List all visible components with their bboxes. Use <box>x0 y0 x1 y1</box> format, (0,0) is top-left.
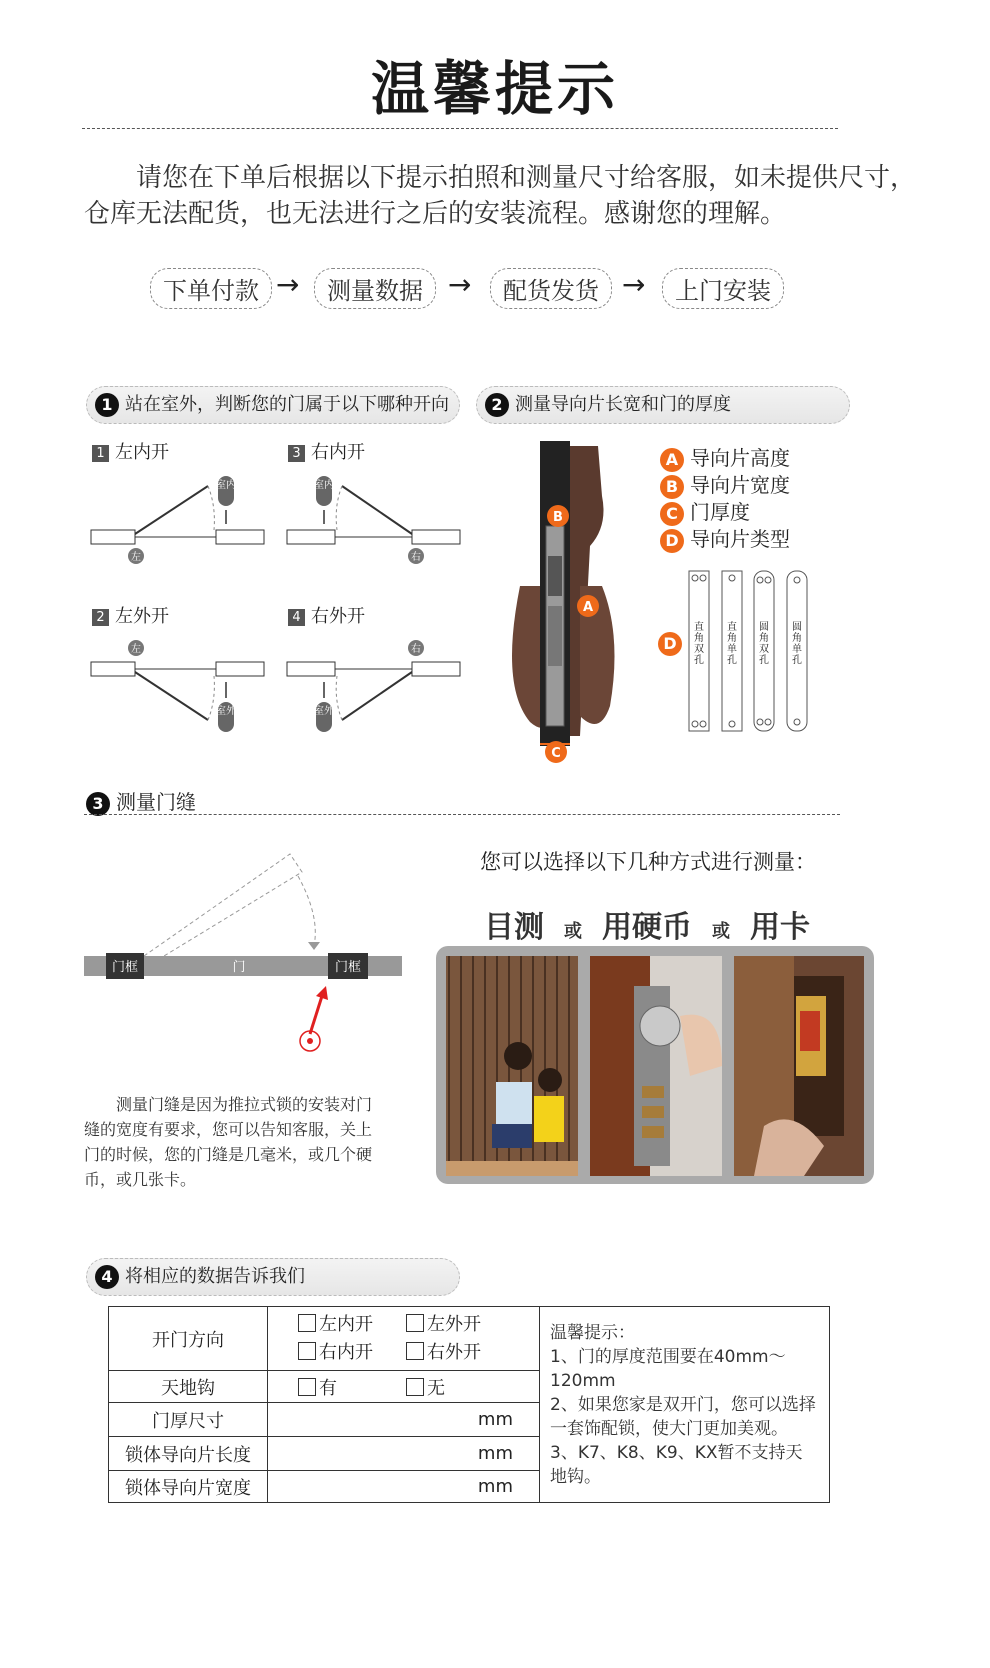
unit-label: mm <box>477 1476 513 1497</box>
page-title: 温馨提示 <box>370 55 619 123</box>
legend-c: C 门厚度 <box>660 496 750 526</box>
section-2-label: 测量导向片长宽和门的厚度 <box>515 394 731 415</box>
method-visual: 目测 <box>484 910 544 945</box>
notes-title: 温馨提示： <box>550 1322 635 1343</box>
legend-d: D 导向片类型 <box>660 523 790 553</box>
lock-illustration <box>490 436 630 766</box>
section-3-label: 测量门缝 <box>116 790 196 814</box>
door-diagram-right-inward <box>282 466 472 576</box>
section-3-header <box>86 786 196 816</box>
row-label: 锁体导向片长度 <box>109 1437 268 1471</box>
step-ship: 配货发货 <box>490 268 612 309</box>
divider <box>84 814 840 815</box>
row-label: 锁体导向片宽度 <box>109 1471 268 1503</box>
svg-text:B: B <box>553 510 563 525</box>
plate-width-field[interactable] <box>268 1471 540 1503</box>
open-type-right-inward: 3 右内开 <box>288 438 365 464</box>
row-label: 门厚尺寸 <box>109 1403 268 1437</box>
plate-type-2: 直角单孔 <box>727 622 737 666</box>
arrow-icon: → <box>276 268 300 301</box>
checkbox[interactable] <box>298 1342 316 1360</box>
open-type-left-inward: 1 左内开 <box>92 438 169 464</box>
svg-text:室外: 室外 <box>314 706 334 717</box>
door-diagram-right-outward <box>282 634 472 744</box>
checkbox[interactable] <box>406 1314 424 1332</box>
unit-label: mm <box>477 1443 513 1464</box>
section-4-number: 4 <box>95 1265 119 1289</box>
svg-text:A: A <box>582 600 594 615</box>
door-thickness-field[interactable] <box>268 1403 540 1437</box>
option-left-outward[interactable]: 左外开 <box>406 1314 481 1335</box>
note-3: 3、K7、K8、K9、KX暂不支持天地钩。 <box>550 1442 803 1487</box>
door-diagram-left-outward <box>86 634 276 744</box>
svg-text:室内: 室内 <box>216 480 236 491</box>
plate-length-field[interactable] <box>268 1437 540 1471</box>
section-4-header <box>86 1258 460 1296</box>
svg-text:门框: 门框 <box>334 960 362 975</box>
arrow-icon: → <box>622 268 646 301</box>
divider <box>82 128 838 129</box>
open-type-left-outward: 2 左外开 <box>92 602 169 628</box>
plate-type-3: 圆角双孔 <box>759 622 769 666</box>
photo-children-door <box>446 956 578 1176</box>
table-row <box>109 1307 830 1371</box>
section-4-label: 将相应的数据告诉我们 <box>125 1266 305 1287</box>
legend-a: A 导向片高度 <box>660 442 790 472</box>
svg-text:左: 左 <box>131 644 141 655</box>
note-2: 2、如果您家是双开门，您可以选择一套饰配锁，使大门更加美观。 <box>550 1394 816 1439</box>
checkbox[interactable] <box>298 1314 316 1332</box>
svg-text:右: 右 <box>411 552 421 563</box>
plate-type-1: 直角双孔 <box>694 622 704 666</box>
svg-text:门框: 门框 <box>111 960 139 975</box>
direction-options <box>268 1307 540 1371</box>
legend-b: B 导向片宽度 <box>660 469 790 499</box>
section-1-number: 1 <box>95 393 119 417</box>
open-type-right-outward: 4 右外开 <box>288 602 365 628</box>
hook-options <box>268 1371 540 1403</box>
section-3-number: 3 <box>86 792 110 816</box>
option-right-outward[interactable]: 右外开 <box>406 1342 481 1363</box>
svg-text:门: 门 <box>232 960 246 975</box>
row-label: 天地钩 <box>109 1371 268 1403</box>
svg-text:室外: 室外 <box>216 706 236 717</box>
plate-d-marker: D <box>658 632 688 656</box>
or-label: 或 <box>564 921 582 942</box>
note-1: 1、门的厚度范围要在40mm～120mm <box>550 1346 786 1391</box>
option-right-inward[interactable]: 右内开 <box>298 1339 406 1367</box>
intro-text: 请您在下单后根据以下提示拍照和测量尺寸给客服，如未提供尺寸，仓库无法配货，也无法进行之后的安装流程。感谢您的理解。 <box>84 163 917 229</box>
option-left-inward[interactable]: 左内开 <box>298 1311 406 1339</box>
or-label: 或 <box>712 921 730 942</box>
option-yes[interactable]: 有 <box>298 1374 406 1400</box>
svg-text:室内: 室内 <box>314 480 334 491</box>
info-table <box>108 1306 830 1503</box>
methods-list <box>484 902 810 946</box>
step-pay: 下单付款 <box>150 268 272 309</box>
checkbox[interactable] <box>406 1342 424 1360</box>
step-install: 上门安装 <box>662 268 784 309</box>
svg-text:C: C <box>551 746 561 761</box>
gap-explanation: 测量门缝是因为推拉式锁的安装对门缝的宽度有要求，您可以告知客服，关上门的时候，您的门缝是几毫米，或几个硬币，或几张卡。 <box>84 1095 373 1189</box>
svg-text:右: 右 <box>411 644 421 655</box>
arrow-icon: → <box>448 268 472 301</box>
unit-label: mm <box>477 1409 513 1430</box>
photo-coin-measure <box>590 956 722 1176</box>
door-gap-diagram <box>84 846 404 1056</box>
svg-text:左: 左 <box>131 552 141 563</box>
method-coin: 用硬币 <box>602 910 692 945</box>
plate-type-4: 圆角单孔 <box>792 622 802 666</box>
method-card: 用卡 <box>750 910 810 945</box>
section-2-header <box>476 386 850 424</box>
door-diagram-left-inward <box>86 466 276 576</box>
row-label: 开门方向 <box>109 1307 268 1371</box>
section-2-number: 2 <box>485 393 509 417</box>
section-1-header <box>86 386 460 424</box>
photo-card-measure <box>734 956 864 1176</box>
photo-panel <box>436 946 874 1184</box>
checkbox[interactable] <box>298 1378 316 1396</box>
checkbox[interactable] <box>406 1378 424 1396</box>
option-no[interactable]: 无 <box>406 1378 445 1399</box>
step-measure: 测量数据 <box>314 268 436 309</box>
notes-cell <box>540 1307 830 1503</box>
section-1-label: 站在室外，判断您的门属于以下哪种开向 <box>125 394 449 415</box>
methods-heading: 您可以选择以下几种方式进行测量： <box>480 850 816 874</box>
